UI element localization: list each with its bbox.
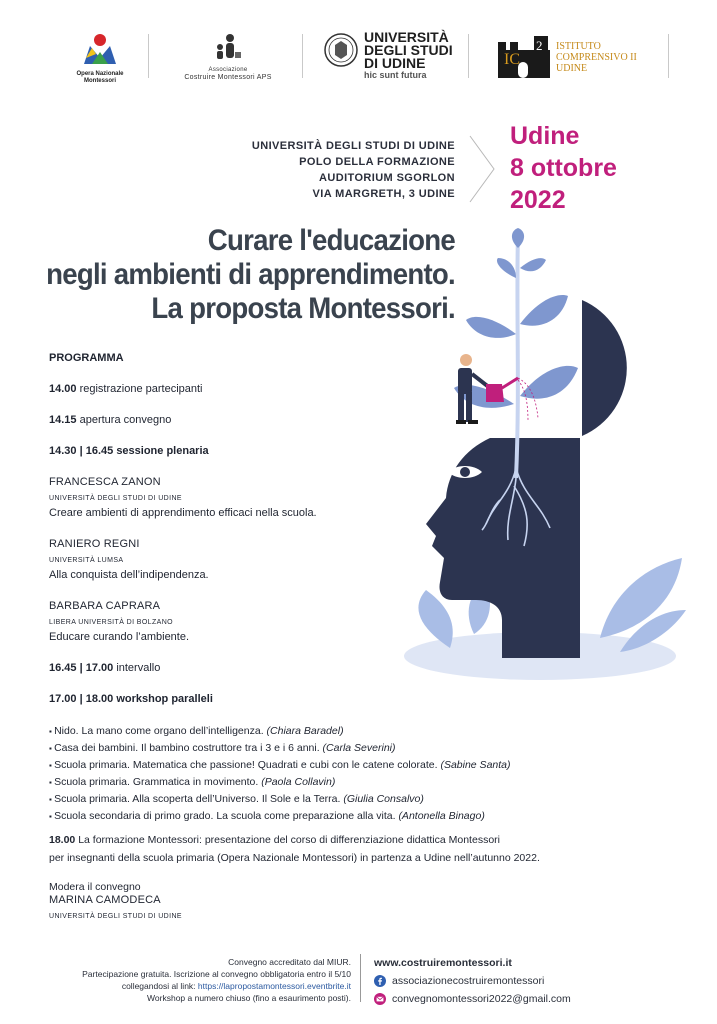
website-link[interactable]: www.costruiremontessori.it [374,957,512,969]
footer-contacts [374,954,704,1008]
footer-info: Convegno accreditato dal MIUR. Partecipazione gratuita. Iscrizione al convegno obbligatoria entro il 5/10 collegandosi al link: https://lapropostamontessori.eventbrite.it Workshop a numero chiuso (fino a esaurimento posti). [82,957,351,1003]
onm-emblem [70,32,130,66]
facebook-link[interactable]: associazionecostruiremontessori [392,975,545,987]
program-heading: PROGRAMMA [49,352,124,364]
onm-logo-text: Opera Nazionale Montessori [76,71,124,84]
workshop-item: ▪ Casa dei bambini. Il bambino costruttore tra i 3 e i 6 anni. (Carla Severini) [49,740,609,757]
workshop-item: ▪ Scuola primaria. Grammatica in movimento. (Paola Collavin) [49,774,609,791]
uniud-motto: hic sunt futura [364,70,427,80]
acm-logo-text: Associazione Costruire Montessori APS [184,67,272,81]
head-plant-illustration [390,228,690,688]
svg-text:IC: IC [504,51,520,68]
program-item: 14.30 | 16.45 sessione plenaria [49,445,209,457]
onm-logo [70,32,130,85]
program-item: 16.45 | 17.00 intervallo [49,662,161,674]
event-title: Curare l'educazione negli ambienti di apprendimento. La proposta Montessori. [46,224,455,325]
workshop-item: ▪ Scuola primaria. Matematica che passione! Quadrati e cubi con le catene colorate. (Sabine Santa) [49,757,609,774]
speaker: BARBARA CAPRARA LIBERA UNIVERSITÀ DI BOLZANO Educare curando l’ambiente. [49,600,190,643]
program-item: 14.15 apertura convegno [49,414,172,426]
logo-divider [668,34,669,78]
ic2-castle-icon [498,36,550,78]
venue-block: UNIVERSITÀ DEGLI STUDI DI UDINE POLO DELLA FORMAZIONE AUDITORIUM SGORLON VIA MARGRETH, 3 UDINE [251,140,455,200]
acm-logo [168,32,288,81]
event-date: Udine 8 ottobre 2022 [510,122,617,214]
workshop-list [49,723,609,825]
logo-divider [148,34,149,78]
uniud-name: UNIVERSITÀ DEGLI STUDI DI UDINE [364,29,453,71]
logo-divider [302,34,303,78]
registration-link[interactable]: https://lapropostamontessori.eventbrite.it [197,981,351,991]
workshop-item: ▪ Nido. La mano come organo dell’intelligenza. (Chiara Baradel) [49,723,609,740]
program-item: 18.00 La formazione Montessori: presentazione del corso di differenziazione didattica Montessori per insegnanti della scuola primaria (Opera Nazionale Montessori) in partenza a Udine nell’autunno 2022. [49,834,540,864]
speaker: RANIERO REGNI UNIVERSITÀ LUMSA Alla conquista dell’indipendenza. [49,538,209,581]
footer-divider [360,954,361,1002]
acm-emblem [168,32,288,62]
person-figure [456,354,518,424]
ic2-logo [498,36,658,80]
workshop-item: ▪ Scuola primaria. Alla scoperta dell’Universo. Il Sole e la Terra. (Giulia Consalvo) [49,791,609,808]
speaker: FRANCESCA ZANON UNIVERSITÀ DEGLI STUDI DI UDINE Creare ambienti di apprendimento efficaci nella scuola. [49,476,317,519]
venue-chevron-icon [468,134,496,204]
workshop-item: ▪ Scuola secondaria di primo grado. La scuola come preparazione alla vita. (Antonella Binago) [49,808,609,825]
svg-text:2: 2 [536,38,543,53]
program-item: 14.00 registrazione partecipanti [49,383,203,395]
email-icon [374,993,386,1005]
moderator: Modera il convegno MARINA CAMODECA UNIVERSITÀ DEGLI STUDI DI UDINE [49,881,182,920]
program-item: 17.00 | 18.00 workshop paralleli [49,693,213,705]
uniud-seal-icon [324,33,358,67]
facebook-icon [374,975,386,987]
email-link[interactable]: convegnomontessori2022@gmail.com [392,993,571,1005]
logo-divider [468,34,469,78]
uniud-logo [324,30,464,80]
ic2-name: ISTITUTO COMPRENSIVO II UDINE [556,41,637,74]
